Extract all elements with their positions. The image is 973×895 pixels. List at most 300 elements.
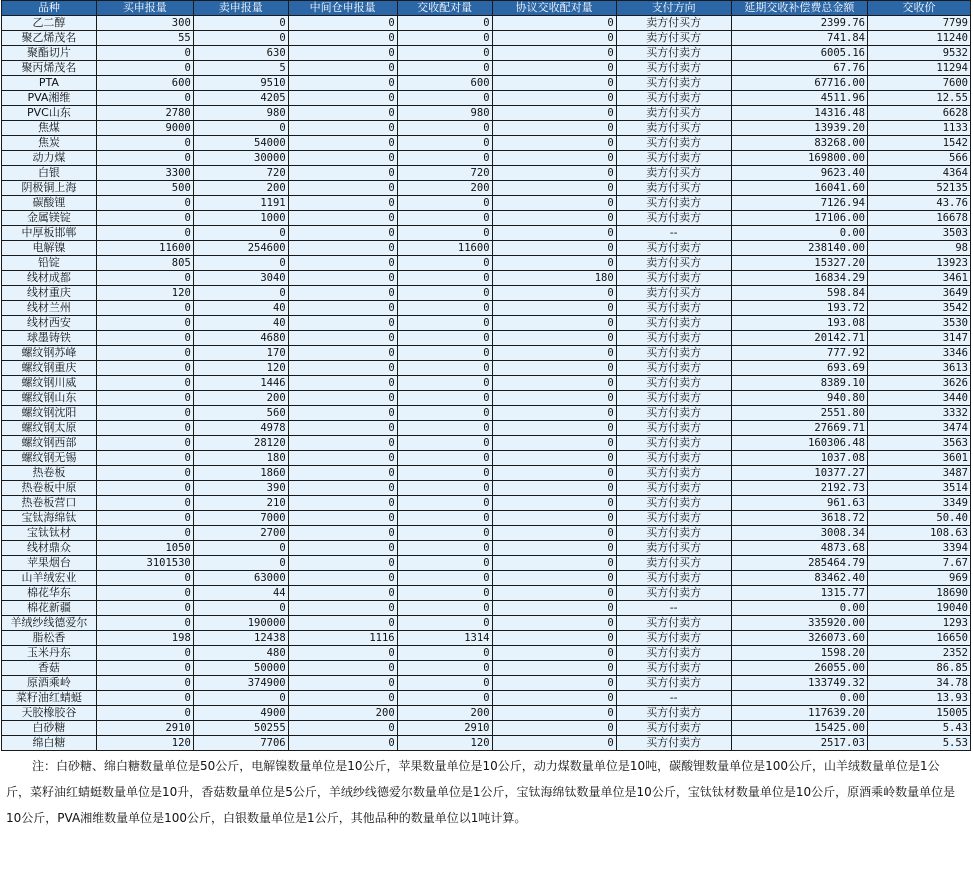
cell-price: 15005: [867, 706, 970, 721]
cell-matched-qty: 0: [397, 571, 492, 586]
table-row: [2, 136, 971, 151]
cell-compensation: 14316.48: [731, 106, 867, 121]
cell-sell-qty: 0: [193, 541, 288, 556]
cell-buy-qty: 0: [96, 601, 193, 616]
cell-payment-direction: 买方付卖方: [616, 136, 731, 151]
cell-agreement-qty: 0: [492, 436, 616, 451]
header-sell-qty: 卖申报量: [193, 1, 288, 16]
cell-matched-qty: 11600: [397, 241, 492, 256]
cell-price: 9532: [867, 46, 970, 61]
cell-matched-qty: 0: [397, 436, 492, 451]
table-row: [2, 181, 971, 196]
cell-sell-qty: 5: [193, 61, 288, 76]
cell-sell-qty: 480: [193, 646, 288, 661]
cell-variety: 绵白糖: [2, 736, 97, 751]
table-row: [2, 451, 971, 466]
cell-intermediate-qty: 0: [288, 661, 397, 676]
cell-price: 11294: [867, 61, 970, 76]
cell-compensation: 13939.20: [731, 121, 867, 136]
cell-payment-direction: 卖方付买方: [616, 121, 731, 136]
header-compensation-total: 延期交收补偿费总金额: [731, 1, 867, 16]
cell-agreement-qty: 0: [492, 496, 616, 511]
cell-price: 86.85: [867, 661, 970, 676]
cell-variety: 阴极铜上海: [2, 181, 97, 196]
cell-matched-qty: 0: [397, 541, 492, 556]
cell-variety: 线材鼎众: [2, 541, 97, 556]
cell-matched-qty: 0: [397, 691, 492, 706]
cell-matched-qty: 0: [397, 616, 492, 631]
cell-sell-qty: 170: [193, 346, 288, 361]
cell-intermediate-qty: 0: [288, 91, 397, 106]
cell-buy-qty: 0: [96, 331, 193, 346]
cell-compensation: 133749.32: [731, 676, 867, 691]
cell-variety: 宝钛钛材: [2, 526, 97, 541]
table-row: [2, 331, 971, 346]
cell-buy-qty: 600: [96, 76, 193, 91]
cell-payment-direction: --: [616, 226, 731, 241]
cell-payment-direction: 买方付卖方: [616, 316, 731, 331]
table-row: [2, 16, 971, 31]
cell-matched-qty: 600: [397, 76, 492, 91]
header-payment-direction: 支付方向: [616, 1, 731, 16]
cell-agreement-qty: 0: [492, 211, 616, 226]
cell-intermediate-qty: 0: [288, 16, 397, 31]
cell-matched-qty: 0: [397, 331, 492, 346]
cell-price: 3474: [867, 421, 970, 436]
cell-payment-direction: 买方付卖方: [616, 211, 731, 226]
cell-buy-qty: 0: [96, 661, 193, 676]
cell-compensation: 16834.29: [731, 271, 867, 286]
cell-sell-qty: 1446: [193, 376, 288, 391]
cell-intermediate-qty: 0: [288, 271, 397, 286]
table-row: [2, 661, 971, 676]
cell-buy-qty: 3300: [96, 166, 193, 181]
cell-price: 3503: [867, 226, 970, 241]
cell-variety: 球墨铸铁: [2, 331, 97, 346]
cell-agreement-qty: 0: [492, 706, 616, 721]
cell-buy-qty: 0: [96, 61, 193, 76]
cell-matched-qty: 200: [397, 181, 492, 196]
table-body: [2, 16, 971, 751]
cell-payment-direction: 买方付卖方: [616, 46, 731, 61]
cell-matched-qty: 0: [397, 601, 492, 616]
cell-price: 566: [867, 151, 970, 166]
cell-price: 19040: [867, 601, 970, 616]
cell-payment-direction: 买方付卖方: [616, 661, 731, 676]
cell-matched-qty: 0: [397, 556, 492, 571]
cell-sell-qty: 0: [193, 121, 288, 136]
cell-compensation: 27669.71: [731, 421, 867, 436]
cell-buy-qty: 0: [96, 136, 193, 151]
cell-matched-qty: 0: [397, 646, 492, 661]
cell-buy-qty: 0: [96, 151, 193, 166]
cell-price: 98: [867, 241, 970, 256]
cell-buy-qty: 0: [96, 346, 193, 361]
cell-agreement-qty: 0: [492, 646, 616, 661]
cell-intermediate-qty: 0: [288, 106, 397, 121]
table-row: [2, 91, 971, 106]
table-row: [2, 316, 971, 331]
cell-sell-qty: 0: [193, 16, 288, 31]
cell-variety: 白银: [2, 166, 97, 181]
table-row: [2, 646, 971, 661]
cell-compensation: 17106.00: [731, 211, 867, 226]
cell-intermediate-qty: 0: [288, 241, 397, 256]
cell-sell-qty: 12438: [193, 631, 288, 646]
cell-price: 3394: [867, 541, 970, 556]
cell-matched-qty: 0: [397, 31, 492, 46]
cell-variety: 热卷板中原: [2, 481, 97, 496]
cell-payment-direction: 买方付卖方: [616, 721, 731, 736]
cell-buy-qty: 55: [96, 31, 193, 46]
table-row: [2, 511, 971, 526]
cell-payment-direction: 买方付卖方: [616, 91, 731, 106]
cell-price: 3332: [867, 406, 970, 421]
cell-variety: 动力煤: [2, 151, 97, 166]
cell-variety: 中厚板邯郸: [2, 226, 97, 241]
cell-agreement-qty: 0: [492, 586, 616, 601]
cell-price: 50.40: [867, 511, 970, 526]
cell-compensation: 15425.00: [731, 721, 867, 736]
table-row: [2, 376, 971, 391]
cell-intermediate-qty: 200: [288, 706, 397, 721]
table-row: [2, 496, 971, 511]
cell-buy-qty: 0: [96, 196, 193, 211]
cell-agreement-qty: 0: [492, 106, 616, 121]
cell-variety: 羊绒纱线德爱尔: [2, 616, 97, 631]
cell-variety: 螺纹钢西部: [2, 436, 97, 451]
cell-price: 34.78: [867, 676, 970, 691]
table-row: [2, 196, 971, 211]
cell-variety: PTA: [2, 76, 97, 91]
cell-price: 13.93: [867, 691, 970, 706]
cell-variety: 棉花新疆: [2, 601, 97, 616]
cell-intermediate-qty: 0: [288, 451, 397, 466]
footnote: 注：白砂糖、绵白糖数量单位是50公斤，电解镍数量单位是10公斤，苹果数量单位是10公斤，动力煤数量单位是10吨，碳酸锂数量单位是100公斤，山羊绒数量单位是1公斤，菜籽油红蜻蜓数量单位是10升，香菇数量单位是5公斤，羊绒纱线德爱尔数量单位是1公斤，宝钛海绵钛数量单位是10公斤，宝钛钛材数量单位是10公斤，原酒乘岭数量单位是10公斤，PVA湘维数量单位是100公斤，白银数量单位是1公斤，其他品种的数量单位以1吨计算。: [6, 759, 956, 825]
cell-variety: 焦炭: [2, 136, 97, 151]
cell-intermediate-qty: 0: [288, 226, 397, 241]
cell-buy-qty: 0: [96, 436, 193, 451]
cell-payment-direction: 买方付卖方: [616, 301, 731, 316]
cell-compensation: 598.84: [731, 286, 867, 301]
cell-variety: 聚乙烯茂名: [2, 31, 97, 46]
cell-agreement-qty: 0: [492, 661, 616, 676]
cell-payment-direction: 卖方付买方: [616, 31, 731, 46]
delivery-table: [1, 0, 971, 751]
cell-compensation: 1315.77: [731, 586, 867, 601]
cell-agreement-qty: 0: [492, 556, 616, 571]
cell-buy-qty: 0: [96, 511, 193, 526]
cell-intermediate-qty: 0: [288, 196, 397, 211]
cell-intermediate-qty: 0: [288, 691, 397, 706]
cell-buy-qty: 11600: [96, 241, 193, 256]
cell-sell-qty: 0: [193, 601, 288, 616]
header-delivery-price: 交收价: [867, 1, 970, 16]
cell-sell-qty: 63000: [193, 571, 288, 586]
cell-sell-qty: 4978: [193, 421, 288, 436]
table-row: [2, 541, 971, 556]
cell-price: 3649: [867, 286, 970, 301]
cell-buy-qty: 0: [96, 406, 193, 421]
cell-payment-direction: 买方付卖方: [616, 646, 731, 661]
cell-payment-direction: 卖方付买方: [616, 166, 731, 181]
cell-sell-qty: 1860: [193, 466, 288, 481]
cell-intermediate-qty: 0: [288, 301, 397, 316]
cell-intermediate-qty: 0: [288, 121, 397, 136]
cell-intermediate-qty: 0: [288, 361, 397, 376]
cell-sell-qty: 120: [193, 361, 288, 376]
table-row: [2, 676, 971, 691]
cell-matched-qty: 0: [397, 316, 492, 331]
cell-price: 12.55: [867, 91, 970, 106]
cell-matched-qty: 0: [397, 421, 492, 436]
cell-sell-qty: 40: [193, 316, 288, 331]
cell-matched-qty: 0: [397, 496, 492, 511]
cell-buy-qty: 2780: [96, 106, 193, 121]
cell-payment-direction: 买方付卖方: [616, 391, 731, 406]
cell-payment-direction: 买方付卖方: [616, 241, 731, 256]
cell-intermediate-qty: 0: [288, 466, 397, 481]
cell-price: 16650: [867, 631, 970, 646]
cell-price: 3601: [867, 451, 970, 466]
cell-buy-qty: 198: [96, 631, 193, 646]
cell-sell-qty: 4205: [193, 91, 288, 106]
table-row: [2, 61, 971, 76]
cell-intermediate-qty: 0: [288, 541, 397, 556]
table-row: [2, 271, 971, 286]
cell-buy-qty: 0: [96, 481, 193, 496]
cell-compensation: 0.00: [731, 601, 867, 616]
cell-sell-qty: 0: [193, 691, 288, 706]
cell-intermediate-qty: 0: [288, 481, 397, 496]
cell-matched-qty: 0: [397, 91, 492, 106]
cell-variety: 碳酸锂: [2, 196, 97, 211]
cell-compensation: 20142.71: [731, 331, 867, 346]
header-matched-qty: 交收配对量: [397, 1, 492, 16]
cell-variety: 香菇: [2, 661, 97, 676]
cell-intermediate-qty: 0: [288, 571, 397, 586]
table-row: [2, 241, 971, 256]
cell-sell-qty: 50000: [193, 661, 288, 676]
table-row: [2, 616, 971, 631]
cell-agreement-qty: 0: [492, 31, 616, 46]
cell-intermediate-qty: 0: [288, 646, 397, 661]
cell-intermediate-qty: 0: [288, 376, 397, 391]
table-row: [2, 556, 971, 571]
cell-sell-qty: 1000: [193, 211, 288, 226]
cell-price: 1293: [867, 616, 970, 631]
cell-sell-qty: 4900: [193, 706, 288, 721]
cell-variety: 线材成都: [2, 271, 97, 286]
cell-matched-qty: 0: [397, 286, 492, 301]
cell-matched-qty: 0: [397, 121, 492, 136]
cell-matched-qty: 0: [397, 346, 492, 361]
cell-price: 7.67: [867, 556, 970, 571]
cell-compensation: 83268.00: [731, 136, 867, 151]
cell-buy-qty: 3101530: [96, 556, 193, 571]
cell-agreement-qty: 0: [492, 526, 616, 541]
cell-intermediate-qty: 0: [288, 151, 397, 166]
cell-intermediate-qty: 0: [288, 286, 397, 301]
cell-variety: 脂松香: [2, 631, 97, 646]
cell-price: 11240: [867, 31, 970, 46]
cell-buy-qty: 0: [96, 571, 193, 586]
cell-compensation: 83462.40: [731, 571, 867, 586]
cell-variety: 苹果烟台: [2, 556, 97, 571]
cell-payment-direction: 卖方付买方: [616, 286, 731, 301]
cell-agreement-qty: 0: [492, 241, 616, 256]
cell-variety: 线材兰州: [2, 301, 97, 316]
cell-buy-qty: 0: [96, 91, 193, 106]
cell-sell-qty: 210: [193, 496, 288, 511]
cell-compensation: 940.80: [731, 391, 867, 406]
cell-intermediate-qty: 0: [288, 61, 397, 76]
cell-agreement-qty: 0: [492, 91, 616, 106]
table-row: [2, 76, 971, 91]
cell-sell-qty: 980: [193, 106, 288, 121]
cell-price: 3487: [867, 466, 970, 481]
cell-variety: 热卷板: [2, 466, 97, 481]
cell-compensation: 0.00: [731, 691, 867, 706]
cell-agreement-qty: 0: [492, 391, 616, 406]
cell-variety: 菜籽油红蜻蜓: [2, 691, 97, 706]
cell-compensation: 4511.96: [731, 91, 867, 106]
table-row: [2, 361, 971, 376]
cell-price: 1542: [867, 136, 970, 151]
cell-buy-qty: 805: [96, 256, 193, 271]
cell-payment-direction: 买方付卖方: [616, 271, 731, 286]
cell-variety: 乙二醇: [2, 16, 97, 31]
cell-sell-qty: 40: [193, 301, 288, 316]
cell-sell-qty: 0: [193, 286, 288, 301]
cell-compensation: 67.76: [731, 61, 867, 76]
cell-payment-direction: 卖方付买方: [616, 541, 731, 556]
cell-payment-direction: --: [616, 691, 731, 706]
cell-payment-direction: 卖方付买方: [616, 256, 731, 271]
cell-payment-direction: 买方付卖方: [616, 526, 731, 541]
cell-variety: 聚酯切片: [2, 46, 97, 61]
cell-price: 3147: [867, 331, 970, 346]
cell-price: 969: [867, 571, 970, 586]
table-row: [2, 151, 971, 166]
header-intermediate-qty: 中间仓申报量: [288, 1, 397, 16]
cell-buy-qty: 0: [96, 316, 193, 331]
cell-intermediate-qty: 0: [288, 46, 397, 61]
cell-price: 13923: [867, 256, 970, 271]
cell-variety: 宝钛海绵钛: [2, 511, 97, 526]
table-row: [2, 406, 971, 421]
cell-agreement-qty: 0: [492, 181, 616, 196]
cell-price: 3346: [867, 346, 970, 361]
cell-matched-qty: 0: [397, 676, 492, 691]
cell-variety: 螺纹钢无锡: [2, 451, 97, 466]
cell-variety: 电解镍: [2, 241, 97, 256]
cell-payment-direction: 卖方付买方: [616, 556, 731, 571]
cell-intermediate-qty: 0: [288, 406, 397, 421]
header-buy-qty: 买申报量: [96, 1, 193, 16]
cell-matched-qty: 0: [397, 466, 492, 481]
cell-matched-qty: 2910: [397, 721, 492, 736]
cell-compensation: 326073.60: [731, 631, 867, 646]
cell-compensation: 335920.00: [731, 616, 867, 631]
cell-agreement-qty: 0: [492, 226, 616, 241]
cell-matched-qty: 0: [397, 136, 492, 151]
cell-agreement-qty: 0: [492, 541, 616, 556]
table-row: [2, 601, 971, 616]
cell-payment-direction: 买方付卖方: [616, 481, 731, 496]
cell-intermediate-qty: 0: [288, 511, 397, 526]
cell-matched-qty: 0: [397, 46, 492, 61]
cell-variety: 棉花华东: [2, 586, 97, 601]
cell-agreement-qty: 0: [492, 511, 616, 526]
cell-intermediate-qty: 0: [288, 136, 397, 151]
cell-sell-qty: 0: [193, 31, 288, 46]
cell-variety: 金属镁锭: [2, 211, 97, 226]
cell-agreement-qty: 0: [492, 61, 616, 76]
cell-matched-qty: 0: [397, 271, 492, 286]
cell-price: 52135: [867, 181, 970, 196]
table-row: [2, 391, 971, 406]
cell-intermediate-qty: 0: [288, 166, 397, 181]
cell-agreement-qty: 0: [492, 166, 616, 181]
cell-compensation: 15327.20: [731, 256, 867, 271]
cell-payment-direction: 买方付卖方: [616, 376, 731, 391]
table-row: [2, 46, 971, 61]
cell-variety: 天胶橡胶谷: [2, 706, 97, 721]
cell-intermediate-qty: 0: [288, 331, 397, 346]
cell-intermediate-qty: 0: [288, 256, 397, 271]
cell-variety: 线材西安: [2, 316, 97, 331]
cell-agreement-qty: 0: [492, 136, 616, 151]
cell-price: 7600: [867, 76, 970, 91]
cell-intermediate-qty: 0: [288, 211, 397, 226]
cell-intermediate-qty: 0: [288, 721, 397, 736]
cell-sell-qty: 54000: [193, 136, 288, 151]
cell-agreement-qty: 0: [492, 616, 616, 631]
cell-sell-qty: 374900: [193, 676, 288, 691]
cell-compensation: 238140.00: [731, 241, 867, 256]
cell-sell-qty: 0: [193, 556, 288, 571]
cell-intermediate-qty: 1116: [288, 631, 397, 646]
cell-agreement-qty: 0: [492, 331, 616, 346]
cell-intermediate-qty: 0: [288, 676, 397, 691]
cell-payment-direction: 买方付卖方: [616, 436, 731, 451]
cell-agreement-qty: 0: [492, 151, 616, 166]
cell-compensation: 117639.20: [731, 706, 867, 721]
cell-agreement-qty: 0: [492, 16, 616, 31]
cell-compensation: 169800.00: [731, 151, 867, 166]
cell-compensation: 160306.48: [731, 436, 867, 451]
cell-sell-qty: 560: [193, 406, 288, 421]
cell-buy-qty: 0: [96, 691, 193, 706]
cell-buy-qty: 120: [96, 736, 193, 751]
cell-intermediate-qty: 0: [288, 736, 397, 751]
cell-buy-qty: 0: [96, 271, 193, 286]
cell-compensation: 2517.03: [731, 736, 867, 751]
cell-sell-qty: 190000: [193, 616, 288, 631]
cell-intermediate-qty: 0: [288, 526, 397, 541]
cell-intermediate-qty: 0: [288, 586, 397, 601]
header-agreement-matched-qty: 协议交收配对量: [492, 1, 616, 16]
cell-variety: 螺纹钢重庆: [2, 361, 97, 376]
cell-buy-qty: 0: [96, 421, 193, 436]
cell-price: 43.76: [867, 196, 970, 211]
cell-price: 3626: [867, 376, 970, 391]
cell-compensation: 10377.27: [731, 466, 867, 481]
cell-matched-qty: 0: [397, 451, 492, 466]
cell-buy-qty: 0: [96, 226, 193, 241]
cell-sell-qty: 180: [193, 451, 288, 466]
